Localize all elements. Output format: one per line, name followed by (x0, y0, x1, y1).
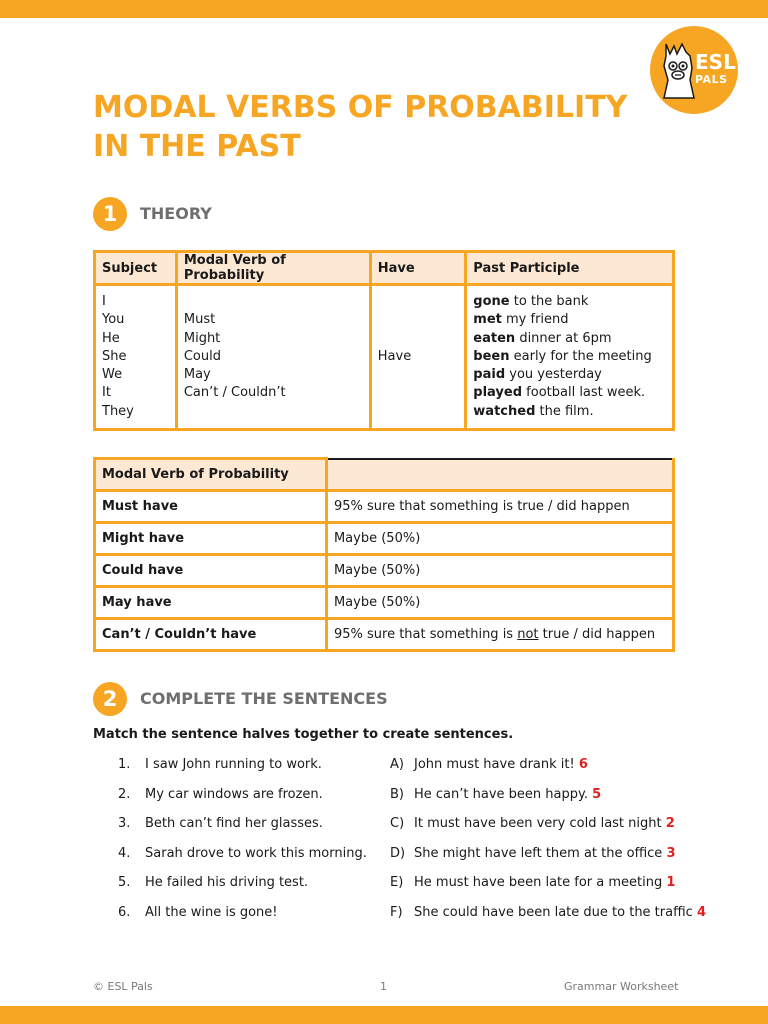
answer-number: 2 (665, 816, 675, 831)
modal-item: Can’t / Couldn’t (183, 385, 286, 401)
meaning-text-end: true / did happen (538, 627, 656, 642)
participle-item (473, 293, 666, 311)
item-text: She might have left them at the office (414, 845, 663, 861)
item-text: He can’t have been happy. (414, 786, 588, 802)
header-past-participle: Past Participle (466, 252, 674, 285)
participle-item (473, 384, 666, 402)
meaning-text: Maybe (50%) (333, 563, 421, 578)
list-item (390, 905, 710, 935)
theory-table-body-row (95, 285, 674, 430)
section-2-label: COMPLETE THE SENTENCES (140, 689, 388, 708)
modal-meaning-table (93, 457, 675, 652)
theory-table-header-row (95, 252, 674, 285)
item-number: 5. (118, 875, 131, 890)
title-line-1: MODAL VERBS OF PROBABILITY (93, 90, 628, 125)
header-subject: Subject (95, 252, 177, 285)
modal-meaning (326, 555, 673, 587)
exercise-instruction: Match the sentence halves together to create sentences. (93, 727, 514, 742)
answer-number: 5 (592, 786, 602, 802)
subject-item: You (102, 312, 125, 328)
footer-page-number: 1 (380, 980, 387, 993)
participle-rest: the film. (535, 403, 594, 419)
participle-item (473, 348, 666, 366)
modal-label: May have (95, 587, 327, 619)
item-letter: A) (390, 757, 404, 772)
modals-cell (176, 285, 370, 430)
modal-meaning (326, 619, 673, 651)
item-letter: D) (390, 845, 406, 861)
participle-verb: watched (473, 403, 536, 419)
logo-line-1: ESL (695, 50, 736, 74)
list-item (118, 787, 378, 817)
top-accent-bar (0, 0, 768, 18)
header-empty-cell (326, 459, 673, 491)
meaning-text: Maybe (50%) (333, 531, 421, 546)
meaning-underlined: not (517, 627, 539, 642)
table-row (95, 587, 674, 619)
table-row (95, 555, 674, 587)
bottom-accent-bar (0, 1006, 768, 1024)
item-text: He must have been late for a meeting (414, 875, 663, 890)
answer-number: 3 (666, 845, 676, 861)
theory-table (93, 250, 675, 431)
item-text: John must have drank it! (414, 757, 575, 772)
participle-item (473, 330, 666, 348)
item-letter: C) (390, 816, 405, 831)
participle-verb: paid (473, 367, 506, 383)
modal-label: Can’t / Couldn’t have (95, 619, 327, 651)
subject-item: We (102, 367, 123, 383)
section-2-number-badge: 2 (93, 682, 127, 716)
modal-label: Must have (95, 491, 327, 523)
subject-item: She (102, 348, 127, 364)
section-1-number-badge: 1 (93, 197, 127, 231)
participles-cell (466, 285, 674, 430)
participle-verb: eaten (473, 330, 516, 346)
item-text: All the wine is gone! (145, 904, 278, 920)
subjects-cell (95, 285, 177, 430)
item-text: Sarah drove to work this morning. (145, 845, 367, 861)
table-row (95, 523, 674, 555)
meaning-text: 95% sure that something is true / did happen (333, 499, 630, 514)
footer-document-type: Grammar Worksheet (564, 980, 679, 993)
esl-pals-logo (650, 26, 738, 114)
list-item (118, 846, 378, 876)
meaning-text: Maybe (50%) (333, 595, 421, 610)
meaning-text: 95% sure that something is (333, 627, 518, 642)
participle-verb: played (473, 385, 523, 401)
item-text: Beth can’t find her glasses. (145, 816, 323, 831)
section-1-label: THEORY (140, 204, 212, 223)
participle-item (473, 366, 666, 384)
header-modal-verb: Modal Verb of Probability (176, 252, 370, 285)
table-row (95, 491, 674, 523)
item-letter: F) (390, 904, 403, 920)
item-number: 1. (118, 757, 131, 772)
llama-icon (660, 40, 700, 102)
item-text: My car windows are frozen. (145, 786, 323, 802)
answer-number: 1 (666, 875, 676, 890)
subject-item: I (102, 293, 106, 309)
modal-meaning (326, 587, 673, 619)
have-cell: Have (370, 285, 466, 430)
header-modal-verb-of-probability: Modal Verb of Probability (95, 459, 327, 491)
participle-rest: football last week. (522, 385, 646, 401)
answer-number: 6 (578, 757, 588, 772)
item-text: He failed his driving test. (145, 875, 309, 890)
page-title (93, 88, 653, 166)
list-item (390, 757, 710, 787)
participle-rest: early for the meeting (509, 348, 652, 364)
subject-item: He (102, 330, 120, 346)
answer-number: 4 (696, 904, 706, 920)
item-text: It must have been very cold last night (414, 816, 662, 831)
modal-meaning (326, 491, 673, 523)
participle-rest: my friend (501, 312, 569, 328)
modal-item: Could (183, 348, 221, 364)
sentence-first-halves (118, 757, 378, 934)
table-row (95, 619, 674, 651)
modal-item: May (183, 367, 211, 383)
participle-rest: dinner at 6pm (515, 330, 612, 346)
modal-item: Must (183, 312, 216, 328)
list-item (118, 905, 378, 935)
logo-line-2: PALS (695, 73, 728, 86)
item-text: She could have been late due to the traffic (414, 904, 693, 920)
participle-rest: you yesterday (505, 367, 602, 383)
item-number: 3. (118, 816, 131, 831)
participle-rest: to the bank (509, 293, 589, 309)
participle-item (473, 403, 666, 421)
participle-verb: been (473, 348, 510, 364)
modal-meaning (326, 523, 673, 555)
modal-item: Might (183, 330, 221, 346)
modal-label: Might have (95, 523, 327, 555)
list-item (118, 875, 378, 905)
item-number: 2. (118, 786, 131, 802)
header-have: Have (370, 252, 466, 285)
list-item (390, 787, 710, 817)
logo-wordmark (695, 52, 736, 85)
modal-meaning-header-row (95, 459, 674, 491)
item-number: 4. (118, 845, 131, 861)
subject-item: They (102, 403, 134, 419)
list-item (118, 816, 378, 846)
sentence-second-halves (390, 757, 710, 934)
participle-item (473, 311, 666, 329)
item-text: I saw John running to work. (145, 757, 322, 772)
item-letter: B) (390, 786, 404, 802)
title-line-2: IN THE PAST (93, 129, 301, 164)
participle-verb: met (473, 312, 502, 328)
item-letter: E) (390, 875, 404, 890)
footer-copyright: © ESL Pals (93, 980, 153, 993)
subject-item: It (102, 385, 111, 401)
list-item (390, 846, 710, 876)
modal-label: Could have (95, 555, 327, 587)
list-item (118, 757, 378, 787)
item-number: 6. (118, 904, 131, 920)
participle-verb: gone (473, 293, 510, 309)
list-item (390, 816, 710, 846)
list-item (390, 875, 710, 905)
